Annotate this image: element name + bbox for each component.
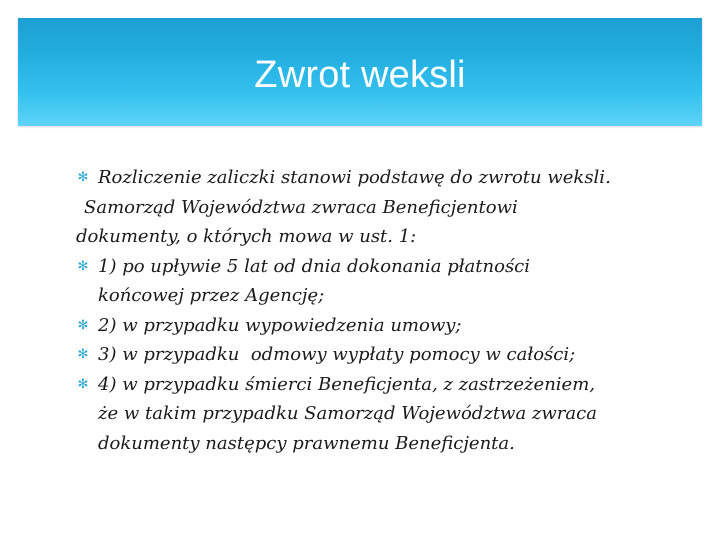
list-item-continuation xyxy=(76,281,692,311)
list-item-text: końcowej przez Agencję; xyxy=(98,285,325,306)
list-item xyxy=(76,370,692,400)
list-item xyxy=(76,340,692,370)
list-item-text: 3) w przypadku odmowy wypłaty pomocy w całości; xyxy=(98,344,576,365)
list-item-text: dokumenty następcy prawnemu Beneficjenta. xyxy=(98,432,515,454)
slide-body xyxy=(76,163,692,458)
paragraph-line xyxy=(76,193,692,223)
asterisk-bullet-icon: ✻ xyxy=(77,170,89,185)
asterisk-bullet-icon: ✻ xyxy=(77,258,89,274)
list-item-text: 4) w przypadku śmierci Beneficjenta, z zastrzeżeniem, xyxy=(98,373,595,395)
list-item-continuation xyxy=(76,429,692,459)
paragraph-text: Samorząd Województwa zwraca Beneficjentowi xyxy=(84,196,518,218)
list-item-text: Rozliczenie zaliczki stanowi podstawę do zwrotu weksli. xyxy=(98,167,611,188)
list-item-text: że w takim przypadku Samorząd Województwa zwraca xyxy=(98,403,597,424)
asterisk-bullet-icon: ✻ xyxy=(77,347,89,362)
list-item-text: 2) w przypadku wypowiedzenia umowy; xyxy=(98,314,462,336)
paragraph-line xyxy=(76,222,692,252)
asterisk-bullet-icon: ✻ xyxy=(77,317,89,333)
slide-title: Zwrot weksli xyxy=(254,54,466,96)
list-item xyxy=(76,163,692,193)
asterisk-bullet-icon: ✻ xyxy=(77,376,89,392)
list-item xyxy=(76,311,692,341)
list-item-text: 1) po upływie 5 lat od dnia dokonania płatności xyxy=(98,255,531,277)
list-item xyxy=(76,252,692,282)
paragraph-text: dokumenty, o których mowa w ust. 1: xyxy=(76,226,417,247)
list-item-continuation xyxy=(76,399,692,429)
